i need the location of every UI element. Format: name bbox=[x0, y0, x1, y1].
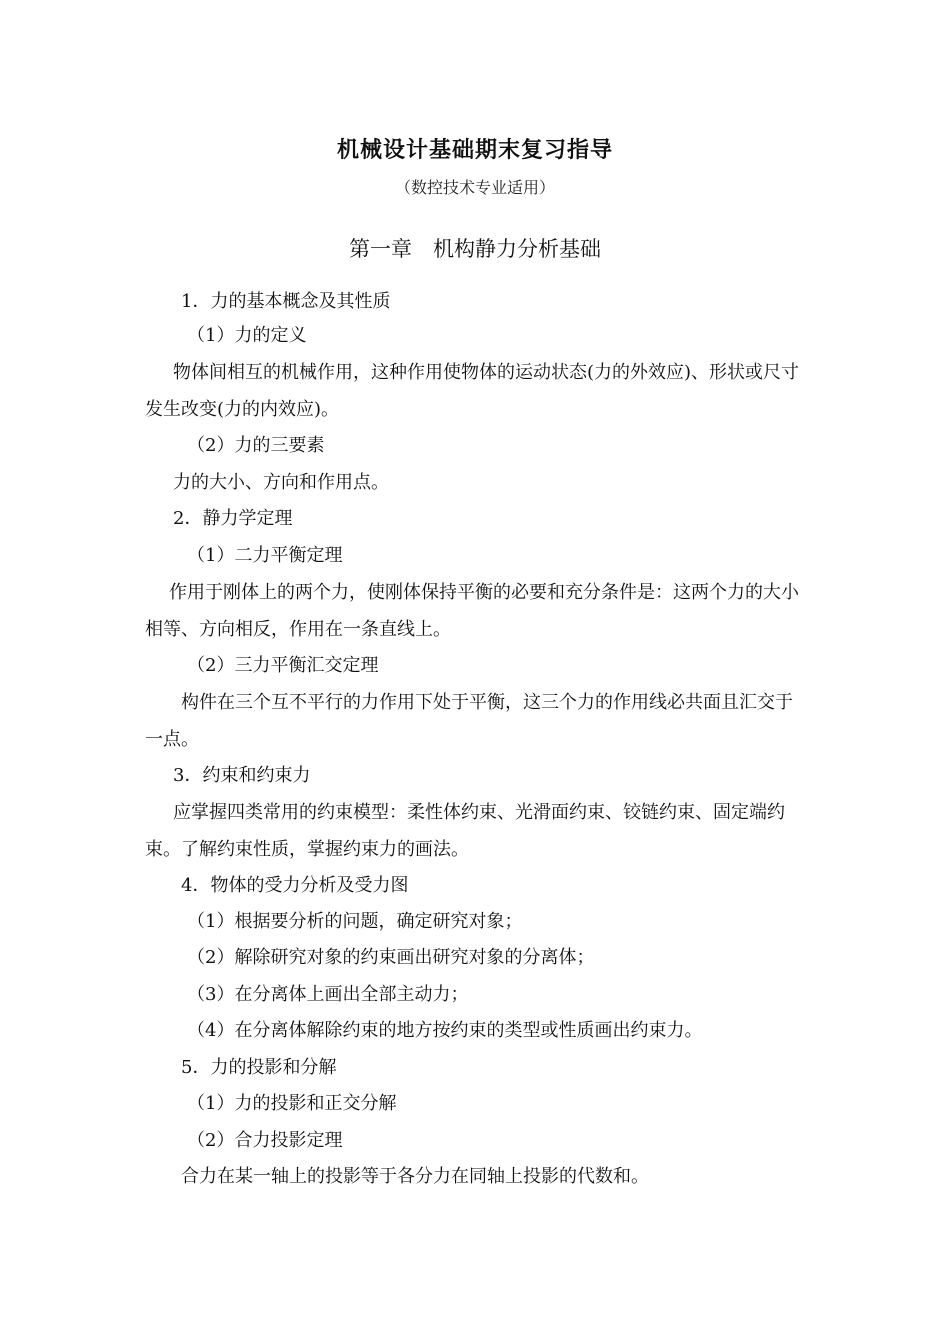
section-1-2-heading: （2）力的三要素 bbox=[187, 435, 325, 456]
section-1-2-text: 力的大小、方向和作用点。 bbox=[173, 472, 389, 493]
document-subtitle: （数控技术专业适用） bbox=[394, 178, 555, 197]
section-1-1-text: 物体间相互的机械作用，这种作用使物体的运动状态(力的外效应)、形状或尺寸发生改变(力的内效应)。 bbox=[145, 362, 800, 420]
section-1-heading: 1．力的基本概念及其性质 bbox=[181, 291, 391, 312]
section-5-2-text: 合力在某一轴上的投影等于各分力在同轴上投影的代数和。 bbox=[181, 1166, 649, 1187]
section-4-heading: 4．物体的受力分析及受力图 bbox=[181, 875, 409, 896]
chapter-heading: 第一章 机构静力分析基础 bbox=[349, 237, 601, 261]
section-1-1-heading: （1）力的定义 bbox=[187, 325, 307, 346]
section-2-2-heading: （2）三力平衡汇交定理 bbox=[187, 655, 379, 676]
section-2-2-text: 构件在三个互不平行的力作用下处于平衡，这三个力的作用线必共面且汇交于一点。 bbox=[145, 692, 793, 750]
section-4-item-2: （2）解除研究对象的约束画出研究对象的分离体； bbox=[187, 947, 595, 968]
section-4-item-4: （4）在分离体解除约束的地方按约束的类型或性质画出约束力。 bbox=[187, 1020, 703, 1041]
section-2-heading: 2．静力学定理 bbox=[173, 508, 293, 529]
section-4-item-1: （1）根据要分析的问题，确定研究对象； bbox=[187, 911, 523, 932]
section-4-item-3: （3）在分离体上画出全部主动力； bbox=[187, 984, 469, 1005]
section-3-heading: 3．约束和约束力 bbox=[173, 765, 311, 786]
section-3-text: 应掌握四类常用的约束模型：柔性体约束、光滑面约束、铰链约束、固定端约束。了解约束性质，掌握约束力的画法。 bbox=[145, 802, 785, 860]
section-5-heading: 5．力的投影和分解 bbox=[181, 1057, 337, 1078]
section-5-2-heading: （2）合力投影定理 bbox=[187, 1130, 343, 1151]
section-2-1-heading: （1）二力平衡定理 bbox=[187, 545, 343, 566]
document-title: 机械设计基础期末复习指导 bbox=[336, 137, 613, 163]
section-5-1-heading: （1）力的投影和正交分解 bbox=[187, 1093, 397, 1114]
section-2-1-text: 作用于刚体上的两个力，使刚体保持平衡的必要和充分条件是：这两个力的大小相等、方向相反，作用在一条直线上。 bbox=[145, 582, 799, 640]
